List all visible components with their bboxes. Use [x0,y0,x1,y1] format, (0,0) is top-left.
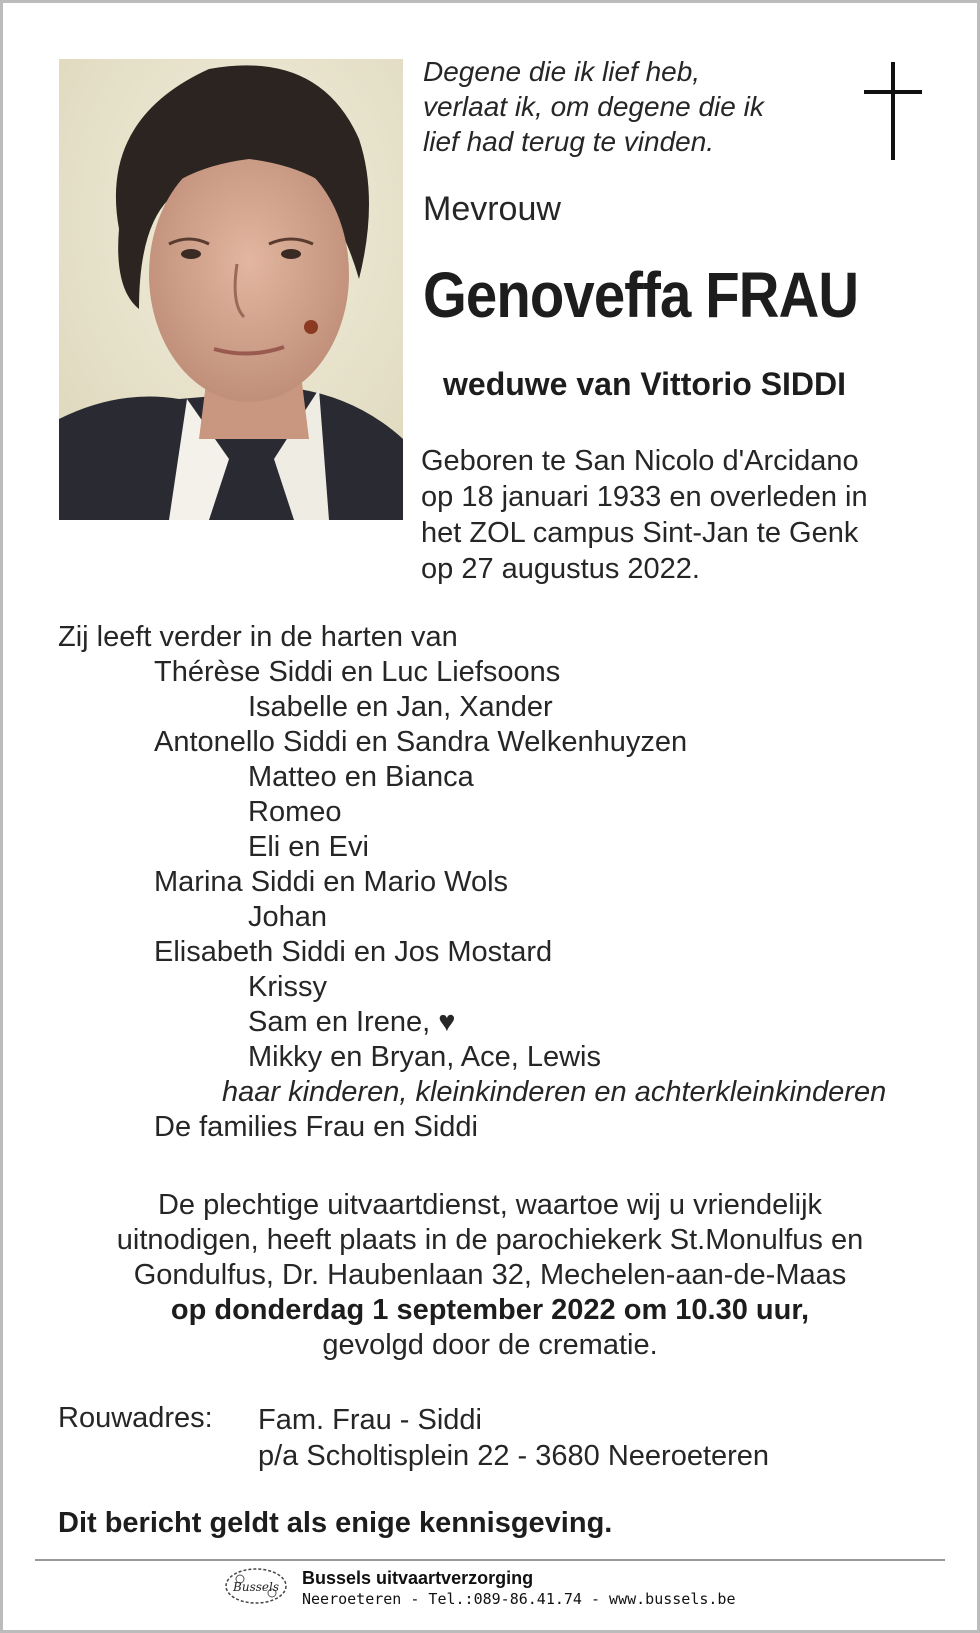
funeral-announcement [0,1188,980,1363]
undertaker-contact: Neeroeteren - Tel.:089-86.41.74 - www.bussels.be [302,1590,736,1608]
address-line: Fam. Frau - Siddi [258,1404,482,1436]
logo-text: Bussels [233,1580,279,1594]
undertaker-name: Bussels uitvaartverzorging [302,1568,534,1588]
honorific-title: Mevrouw [423,190,561,228]
deceased-name: Genoveffa FRAU [423,259,859,331]
relation-description: haar kinderen, kleinkinderen en achterkleinkinderen [222,1076,887,1108]
footer-divider [35,1559,945,1561]
notice-text: Dit bericht geldt als enige kennisgeving. [58,1507,613,1539]
other-families: De families Frau en Siddi [154,1111,478,1143]
child-family: Elisabeth Siddi en Jos Mostard [154,936,553,968]
funeral-followup: gevolgd door de crematie. [322,1329,658,1361]
grandchild: Romeo [248,796,342,828]
quote-line: lief had terug te vinden. [423,126,715,157]
survivors-list [58,620,886,1145]
funeral-line: Gondulfus, Dr. Haubenlaan 32, Mechelen-aan-de-Maas [133,1259,847,1291]
grandchild: Isabelle en Jan, Xander [248,691,553,723]
grandchild: Sam en Irene, ♥ [248,1006,456,1038]
birth-death-details [421,443,868,587]
grandchild: Johan [248,901,328,933]
address-line: p/a Scholtisplein 22 - 3680 Neeroeteren [258,1440,770,1472]
detail-line: op 18 januari 1933 en overleden in [421,481,868,513]
undertaker-logo [222,1566,290,1606]
child-family: Thérèse Siddi en Luc Liefsoons [154,656,561,688]
undertaker-info [302,1567,735,1609]
funeral-date: op donderdag 1 september 2022 om 10.30 uur, [170,1294,810,1326]
detail-line: het ZOL campus Sint-Jan te Genk [421,517,859,549]
portrait-photo [59,59,403,520]
memorial-quote [423,54,843,159]
funeral-line: De plechtige uitvaartdienst, waartoe wij u vriendelijk [157,1189,823,1221]
cross-icon [864,62,922,160]
grandchild: Mikky en Bryan, Ace, Lewis [248,1041,601,1073]
child-family: Marina Siddi en Mario Wols [154,866,509,898]
grandchild: Matteo en Bianca [248,761,474,793]
survivors-intro: Zij leeft verder in de harten van [58,621,458,653]
grandchild: Krissy [248,971,327,1003]
funeral-line: uitnodigen, heeft plaats in de parochiekerk St.Monulfus en [116,1224,864,1256]
quote-line: verlaat ik, om degene die ik [423,91,764,122]
quote-line: Degene die ik lief heb, [423,56,701,87]
grandchild: Eli en Evi [248,831,369,863]
detail-line: Geboren te San Nicolo d'Arcidano [421,445,859,477]
mourning-address-label: Rouwadres: [58,1402,213,1434]
mourning-address [258,1402,769,1474]
detail-line: op 27 augustus 2022. [421,553,700,585]
child-family: Antonello Siddi en Sandra Welkenhuyzen [154,726,688,758]
widow-of: weduwe van Vittorio SIDDI [443,366,847,402]
